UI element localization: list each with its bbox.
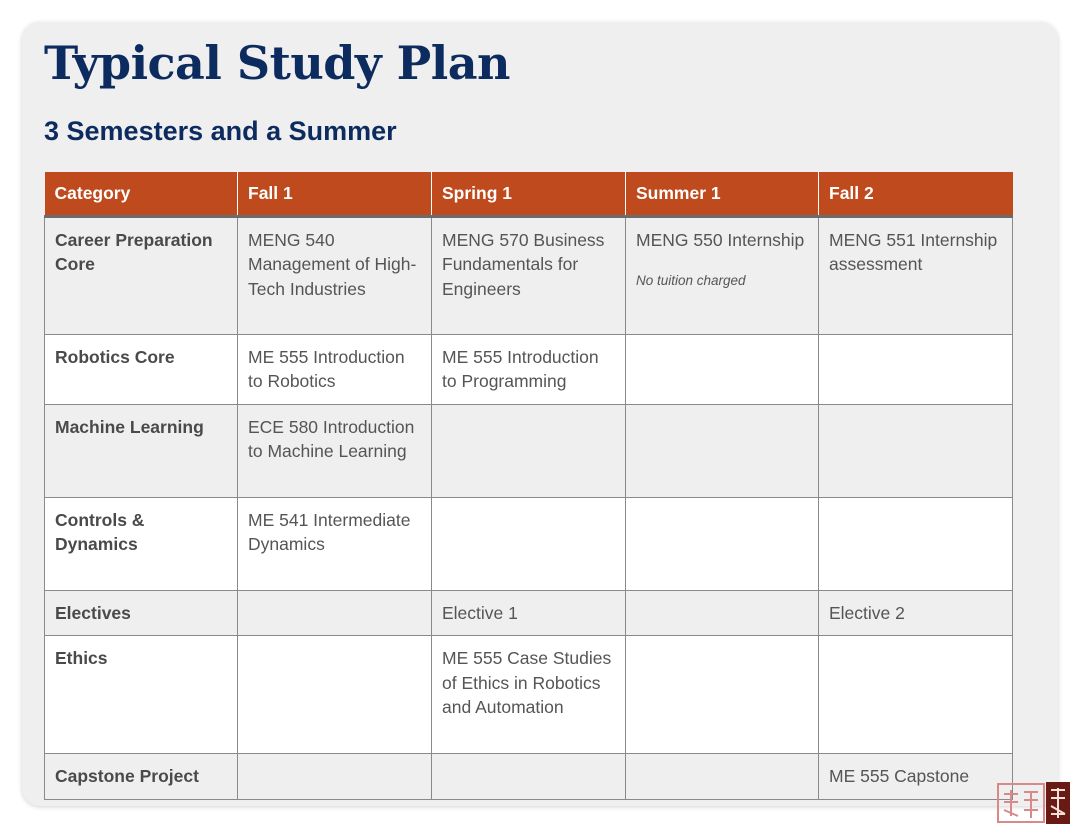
category-cell: Electives [45, 590, 238, 636]
fall-2-cell [819, 636, 1013, 754]
page-title: Typical Study Plan [44, 36, 510, 90]
table-row [45, 216, 1013, 334]
fall-1-cell: MENG 540 Management of High-Tech Industries [238, 216, 432, 334]
fall-1-cell: ME 555 Introduction to Robotics [238, 334, 432, 404]
spring-1-cell [432, 497, 626, 590]
summer-1-cell [626, 334, 819, 404]
table-row [45, 404, 1013, 497]
fall-2-cell [819, 497, 1013, 590]
fall-1-cell [238, 636, 432, 754]
fall-1-cell: ECE 580 Introduction to Machine Learning [238, 404, 432, 497]
spring-1-cell [432, 404, 626, 497]
category-cell: Machine Learning [45, 404, 238, 497]
table-row [45, 334, 1013, 404]
table-row [45, 754, 1013, 800]
category-cell: Robotics Core [45, 334, 238, 404]
summer-1-cell [626, 754, 819, 800]
summer-1-cell [626, 636, 819, 754]
header-summer-1: Summer 1 [626, 172, 819, 216]
header-fall-1: Fall 1 [238, 172, 432, 216]
spring-1-cell: MENG 570 Business Fundamentals for Engineers [432, 216, 626, 334]
spring-1-cell: ME 555 Introduction to Programming [432, 334, 626, 404]
category-cell: Career Preparation Core [45, 216, 238, 334]
header-category: Category [45, 172, 238, 216]
fall-1-cell [238, 590, 432, 636]
table-row [45, 497, 1013, 590]
fall-1-cell: ME 541 Intermediate Dynamics [238, 497, 432, 590]
fall-1-cell [238, 754, 432, 800]
category-cell: Ethics [45, 636, 238, 754]
fall-2-cell: ME 555 Capstone [819, 754, 1013, 800]
fall-2-cell: MENG 551 Internship assessment [819, 216, 1013, 334]
spring-1-cell: Elective 1 [432, 590, 626, 636]
table-header-row [45, 172, 1013, 216]
table-row [45, 590, 1013, 636]
spring-1-cell: ME 555 Case Studies of Ethics in Robotics and Automation [432, 636, 626, 754]
watermark-logo-icon [996, 780, 1072, 826]
tuition-note: No tuition charged [636, 273, 746, 288]
summer-1-cell [626, 497, 819, 590]
category-cell: Controls & Dynamics [45, 497, 238, 590]
table-row [45, 636, 1013, 754]
spring-1-cell [432, 754, 626, 800]
fall-2-cell: Elective 2 [819, 590, 1013, 636]
fall-2-cell [819, 404, 1013, 497]
page-subtitle: 3 Semesters and a Summer [44, 116, 397, 146]
summer-1-cell [626, 216, 819, 334]
header-spring-1: Spring 1 [432, 172, 626, 216]
summer-1-cell [626, 590, 819, 636]
category-cell: Capstone Project [45, 754, 238, 800]
summer-1-cell [626, 404, 819, 497]
fall-2-cell [819, 334, 1013, 404]
header-fall-2: Fall 2 [819, 172, 1013, 216]
course-text: MENG 550 Internship [636, 229, 805, 250]
study-plan-table [44, 172, 1013, 800]
